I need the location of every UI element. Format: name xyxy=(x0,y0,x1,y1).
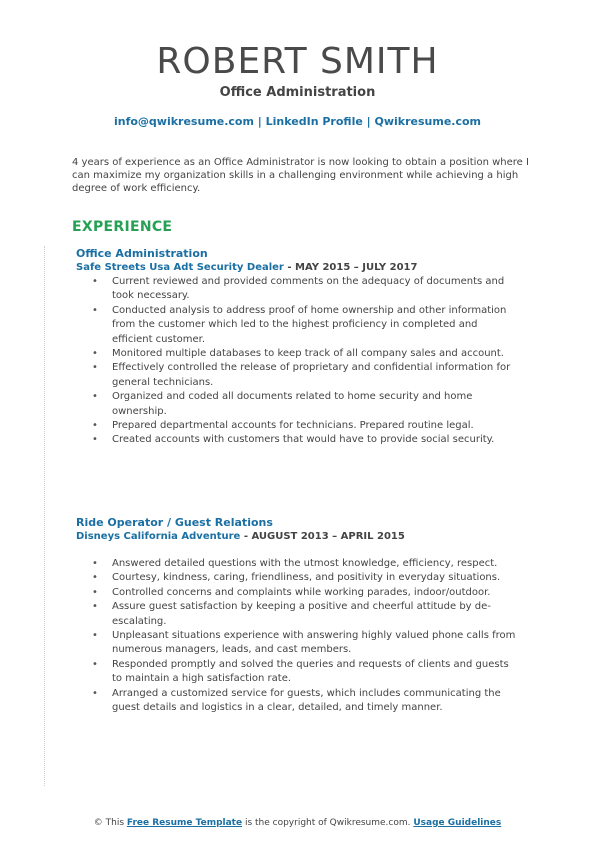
footer-prefix: © This xyxy=(93,818,127,828)
separator: | xyxy=(362,115,375,128)
job-dates: - MAY 2015 – JULY 2017 xyxy=(283,262,418,273)
candidate-name: ROBERT SMITH xyxy=(156,41,439,82)
job-company-line xyxy=(76,261,516,275)
list-item: • Courtesy, kindness, caring, friendliness, and positivity in everyday situations. xyxy=(76,571,516,585)
job-entry xyxy=(76,246,516,448)
candidate-title: Office Administration xyxy=(219,85,376,100)
list-item: • Responded promptly and solved the queries and requests of clients and guests to maintain a high satisfaction rate. xyxy=(76,658,516,687)
website-link[interactable]: Qwikresume.com xyxy=(374,115,482,128)
job-entry xyxy=(76,515,516,715)
job-company-line xyxy=(76,530,516,544)
list-item: • Unpleasant situations experience with answering highly valued phone calls from numerous managers, leads, and cast members. xyxy=(76,629,516,658)
list-item: • Answered detailed questions with the utmost knowledge, efficiency, respect. xyxy=(76,557,516,571)
footer xyxy=(0,818,595,828)
list-item: • Monitored multiple databases to keep track of all company sales and account. xyxy=(76,347,516,361)
list-item: • Prepared departmental accounts for technicians. Prepared routine legal. xyxy=(76,419,516,433)
job-company: Safe Streets Usa Adt Security Dealer xyxy=(76,262,284,273)
job-company: Disneys California Adventure xyxy=(76,531,241,542)
job-bullets xyxy=(76,275,516,448)
summary-text: 4 years of experience as an Office Administrator is now looking to obtain a position where I can maximize my organization skills in a challenging environment while achieving a high degree of work efficiency. xyxy=(72,157,529,194)
separator: | xyxy=(253,115,266,128)
job-bullets xyxy=(76,557,516,715)
list-item: • Effectively controlled the release of proprietary and confidential information for general technicians. xyxy=(76,361,516,390)
job-dates: - AUGUST 2013 – APRIL 2015 xyxy=(240,531,405,542)
experience-heading: EXPERIENCE xyxy=(72,219,173,235)
list-item: • Arranged a customized service for guests, which includes communicating the guest details and logistics in a clear, detailed, and timely manner. xyxy=(76,687,516,716)
list-item: • Current reviewed and provided comments on the adequacy of documents and took necessary. xyxy=(76,275,516,304)
job-title: Ride Operator / Guest Relations xyxy=(76,516,273,529)
footer-middle: is the copyright of Qwikresume.com. xyxy=(242,818,414,828)
list-item: • Organized and coded all documents related to home security and home ownership. xyxy=(76,390,516,419)
job-title: Office Administration xyxy=(76,247,208,260)
list-item: • Created accounts with customers that would have to provide social security. xyxy=(76,433,516,447)
list-item: • Conducted analysis to address proof of home ownership and other information from the customer which led to the highest proficiency in completed and efficient customer. xyxy=(76,304,516,347)
email-link[interactable]: info@qwikresume.com xyxy=(113,115,254,128)
timeline-divider xyxy=(44,246,45,786)
free-resume-template-link[interactable]: Free Resume Template xyxy=(126,818,243,828)
contact-line xyxy=(0,115,595,128)
usage-guidelines-link[interactable]: Usage Guidelines xyxy=(413,818,502,828)
list-item: • Assure guest satisfaction by keeping a positive and cheerful attitude by de-escalating. xyxy=(76,600,516,629)
list-item: • Controlled concerns and complaints while working parades, indoor/outdoor. xyxy=(76,586,516,600)
linkedin-link[interactable]: LinkedIn Profile xyxy=(265,115,363,128)
